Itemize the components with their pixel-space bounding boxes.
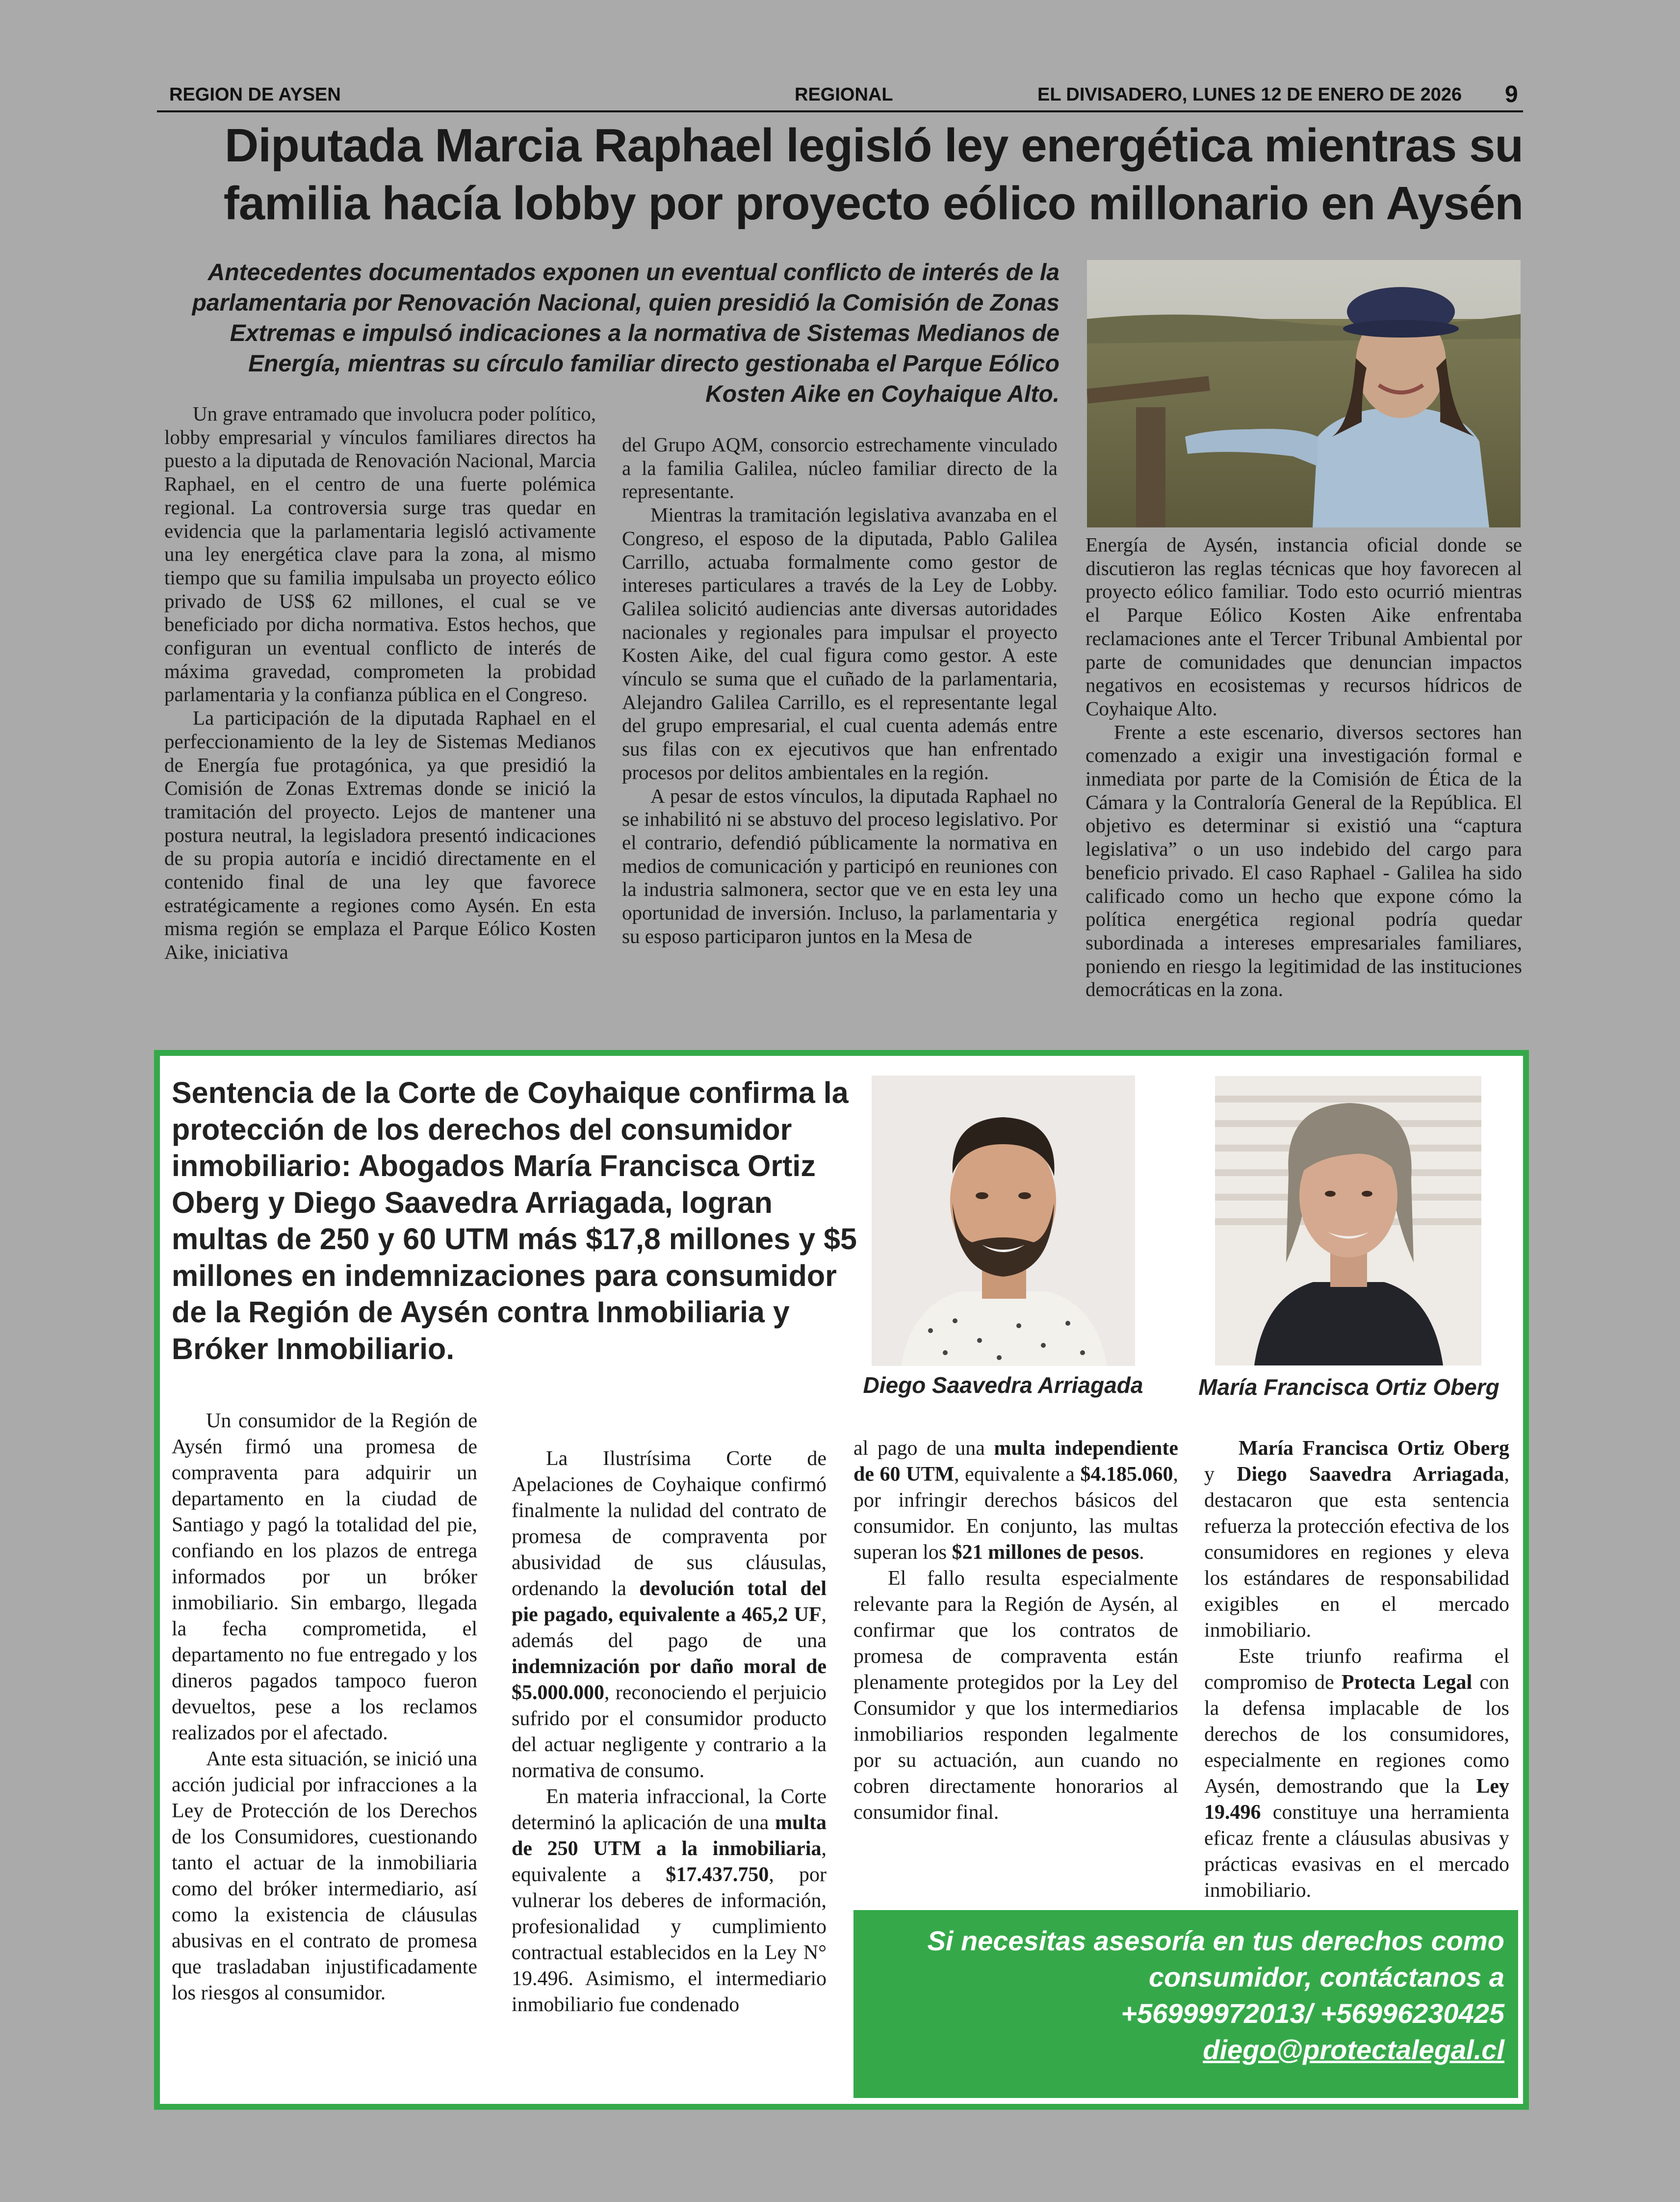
portrait-image [1087, 260, 1521, 527]
ad-paragraph: Un consumidor de la Región de Aysén firmó una promesa de compraventa para adquirir un departamento en la ciudad de Santiago y pagó la totalidad del pie, confiando en los plazos de entrega informados por un bróker inmobiliario. Sin embargo, llegada la fecha comprometida, el departamento no fue entregado y los dineros pagados tampoco fueron devueltos, pese a los reclamos realizados por el afectado. [172, 1410, 477, 1744]
photo-maria-francisca-ortiz [1215, 1076, 1481, 1365]
article-paragraph: Frente a este escenario, diversos sectores han comenzado a exigir una investigación formal e inmediata por parte de la Comisión de Ética de la Cámara y la Contraloría General de la República. El objetivo es determinar si existió una “captura legislativa” o un uso indebido del cargo para beneficio privado. El caso Raphael - Galilea ha sido calificado como un hecho que expone cómo la política energética regional podría quedar subordinada a intereses empresariales familiares, poniendo en riesgo la legitimidad de las instituciones democráticas en la zona. [1086, 720, 1522, 1001]
article-column-2 [622, 433, 1058, 948]
ad-paragraph: El fallo resulta especialmente relevante para la Región de Aysén, al confirmar que los contratos de promesa de compraventa están plenamente protegidos por la Ley del Consumidor y que los intermediarios inmobiliarios responden legalmente por su actuación, aun cuando no cobren directamente honorarios al consumidor final. [853, 1567, 1178, 1824]
portrait-image [872, 1075, 1135, 1366]
text-run: En materia infraccional, la Corte determinó la aplicación de una [512, 1785, 827, 1834]
ad-paragraph [512, 1446, 827, 1784]
text-highlight: Protecta Legal [1341, 1671, 1473, 1694]
headline [162, 117, 1523, 233]
text-highlight: Diego Saavedra Arriagada [1237, 1463, 1504, 1486]
text-highlight: $17.437.750 [666, 1863, 769, 1886]
portrait-image [1215, 1076, 1481, 1365]
contact-email-link[interactable]: diego@protectalegal.cl [1203, 2034, 1504, 2065]
contact-banner [853, 1910, 1518, 2098]
contact-text: Si necesitas asesoría en tus derechos como [927, 1925, 1504, 1956]
ad-title: Sentencia de la Corte de Coyhaique confirma la protección de los derechos del consumidor inmobiliario: Abogados María Francisca Ortiz Oberg y Diego Saavedra Arriagada, logran multas de 250 y 60 UTM más $17,8 millones y $5 millones en indemnizaciones para consumidor de la Región de Aysén contra Inmobiliaria y Bróker Inmobiliario. [172, 1076, 857, 1365]
photo-caption-diego: Diego Saavedra Arriagada [863, 1372, 1143, 1398]
text-run: , por infringir derechos básicos del consumidor. En conjunto, las multas superan los [853, 1463, 1178, 1564]
header-rule [157, 110, 1523, 112]
text-run: constituye una herramienta eficaz frente a cláusulas abusivas y prácticas evasivas en el mercado inmobiliario. [1204, 1801, 1509, 1902]
article-column-3 [1086, 533, 1522, 1001]
article-paragraph: Energía de Aysén, instancia oficial donde se discutieron las reglas técnicas que hoy favorecen al proyecto eólico familiar. Todo esto ocurrió mientras el Parque Eólico Kosten Aike enfrentaba reclamaciones ante el Tercer Tribunal Ambiental por parte de comunidades que denuncian impactos negativos en ecosistemas y recursos hídricos de Coyhaique Alto. [1086, 533, 1522, 720]
contact-text: consumidor, contáctanos a [1148, 1962, 1504, 1992]
page-number: 9 [1505, 81, 1518, 107]
article-column-1 [164, 402, 596, 964]
article-paragraph: Un grave entramado que involucra poder político, lobby empresarial y vínculos familiares directos ha puesto a la diputada de Renovación Nacional, Marcia Raphael, en el centro de una fuerte polémica regional. La controversia surge tras quedar en evidencia que la parlamentaria legisló activamente una ley energética clave para la zona, al mismo tiempo que su familia impulsaba un proyecto eólico privado de US$ 62 millones, el cual se ve beneficiado por dicha normativa. Estos hechos, que configuran un eventual conflicto de interés de máxima gravedad, comprometen la probidad parlamentaria y la confianza pública en el Congreso. [164, 402, 596, 706]
article-paragraph: La participación de la diputada Raphael en el perfeccionamiento de la ley de Sistemas Medianos de Energía fue protagónica, ya que presidió la Comisión de Zonas Extremas donde se inició la tramitación del proyecto. Lejos de mantener una postura neutral, la legisladora presentó indicaciones de su propia autoría e incidió directamente en el contenido final de una ley que favorece estratégicamente a regiones como Aysén. En esta misma región se emplaza el Parque Eólico Kosten Aike, iniciativa [164, 707, 596, 964]
text-run: al pago de una [853, 1437, 994, 1460]
text-run: . [1139, 1541, 1144, 1564]
text-run: , equivalente a [954, 1463, 1081, 1486]
article-paragraph: Mientras la tramitación legislativa avanzaba en el Congreso, el esposo de la diputada, Pablo Galilea Carrillo, actuaba formalmente como gestor de intereses particulares a través de la Ley de Lobby. Galilea solicitó audiencias ante diversas autoridades nacionales y regionales para impulsar el proyecto Kosten Aike, del cual figura como gestor. A este vínculo se suma que el cuñado de la parlamentaria, Alejandro Galilea Carrillo, es el representante legal del grupo empresarial, el cual cuenta además entre sus filas con ex ejecutivos que han enfrentado procesos por delitos ambientales en la región. [622, 503, 1058, 784]
subheadline: Antecedentes documentados exponen un eventual conflicto de interés de la parlamentaria por Renovación Nacional, quien presidió la Comisión de Zonas Extremas e impulsó indicaciones a la normativa de Sistemas Medianos de Energía, mientras su círculo familiar directo gestionaba el Parque Eólico Kosten Aike en Coyhaique Alto. [192, 260, 1060, 407]
ad-paragraph [1204, 1436, 1509, 1644]
article-paragraph: del Grupo AQM, consorcio estrechamente vinculado a la familia Galilea, núcleo familiar directo de la representante. [622, 433, 1058, 503]
ad-paragraph [853, 1436, 1178, 1566]
headline-line: familia hacía lobby por proyecto eólico millonario en Aysén [223, 177, 1523, 230]
text-run: y [1204, 1463, 1237, 1486]
issue-date: EL DIVISADERO, LUNES 12 DE ENERO DE 2026 [1037, 84, 1462, 105]
photo-caption-maria: María Francisca Ortiz Oberg [1198, 1374, 1499, 1400]
ad-paragraph [1204, 1644, 1509, 1904]
ad-column-3 [853, 1436, 1178, 1826]
text-highlight: devolución total del pie pagado, equivalente a 465,2 UF [512, 1577, 827, 1626]
ad-paragraph [512, 1784, 827, 2018]
text-run: Este triunfo reafirma el compromiso de [1204, 1645, 1509, 1694]
ad-column-1 [172, 1408, 477, 2006]
article-paragraph: A pesar de estos vínculos, la diputada Raphael no se inhabilitó ni se abstuvo del proceso legislativo. Por el contrario, defendió públicamente la normativa en medios de comunicación y participó en reuniones con la industria salmonera, sector que ve en esta ley una oportunidad de inversión. Incluso, la parlamentaria y su esposo participaron juntos en la Mesa de [622, 784, 1058, 947]
text-highlight: $21 millones de pesos [952, 1541, 1139, 1564]
text-run: La Ilustrísima Corte de Apelaciones de Coyhaique confirmó finalmente la nulidad del contrato de promesa de compraventa por abusividad de sus cláusulas, ordenando la [512, 1447, 827, 1600]
text-highlight: indemnización por daño moral de $5.000.000 [512, 1655, 827, 1704]
contact-phones[interactable]: +56999972013/ +56996230425 [1121, 1998, 1504, 2029]
photo-diego-saavedra [872, 1075, 1135, 1366]
text-run: , destacaron que esta sentencia refuerza la protección efectiva de los consumidores en regiones y eleva los estándares de responsabilidad exigibles en el mercado inmobiliario. [1204, 1463, 1510, 1642]
text-run: , reconociendo el perjuicio sufrido por el consumidor producto del actuar negligente y contrario a la normativa de consumo. [512, 1681, 827, 1782]
text-run: , equivalente a [512, 1837, 827, 1886]
text-run: , por vulnerar los deberes de información, profesionalidad y cumplimiento contractual establecidos en la Ley N° 19.496. Asimismo, el intermediario inmobiliario fue condenado [512, 1863, 827, 2016]
section-label: REGION DE AYSEN [169, 84, 341, 105]
text-highlight: multa de 250 UTM a la inmobiliaria [512, 1811, 827, 1860]
text-run: con la defensa implacable de los derechos de los consumidores, especialmente en regiones como Aysén, demostrando que la [1204, 1671, 1509, 1798]
text-run: , además del pago de una [512, 1603, 827, 1652]
text-highlight: María Francisca Ortiz Oberg [1239, 1437, 1509, 1460]
ad-paragraph: Ante esta situación, se inició una acción judicial por infracciones a la Ley de Protección de los Derechos de los Consumidores, cuestionando tanto el actuar de la inmobiliaria como del bróker intermediario, así como la existencia de cláusulas abusivas en el contrato de promesa que trasladaban injustificadamente los riesgos al consumidor. [172, 1748, 477, 2004]
headline-line: Diputada Marcia Raphael legisló ley energética mientras su [225, 119, 1523, 172]
ad-column-2 [512, 1446, 827, 2018]
ad-column-4 [1204, 1436, 1509, 1904]
photo-marcia-raphael [1087, 260, 1521, 527]
text-highlight: Ley 19.496 [1204, 1775, 1509, 1824]
text-highlight: multa independiente de 60 UTM [853, 1437, 1178, 1486]
text-highlight: $4.185.060 [1080, 1463, 1173, 1486]
section-category: REGIONAL [795, 84, 893, 105]
